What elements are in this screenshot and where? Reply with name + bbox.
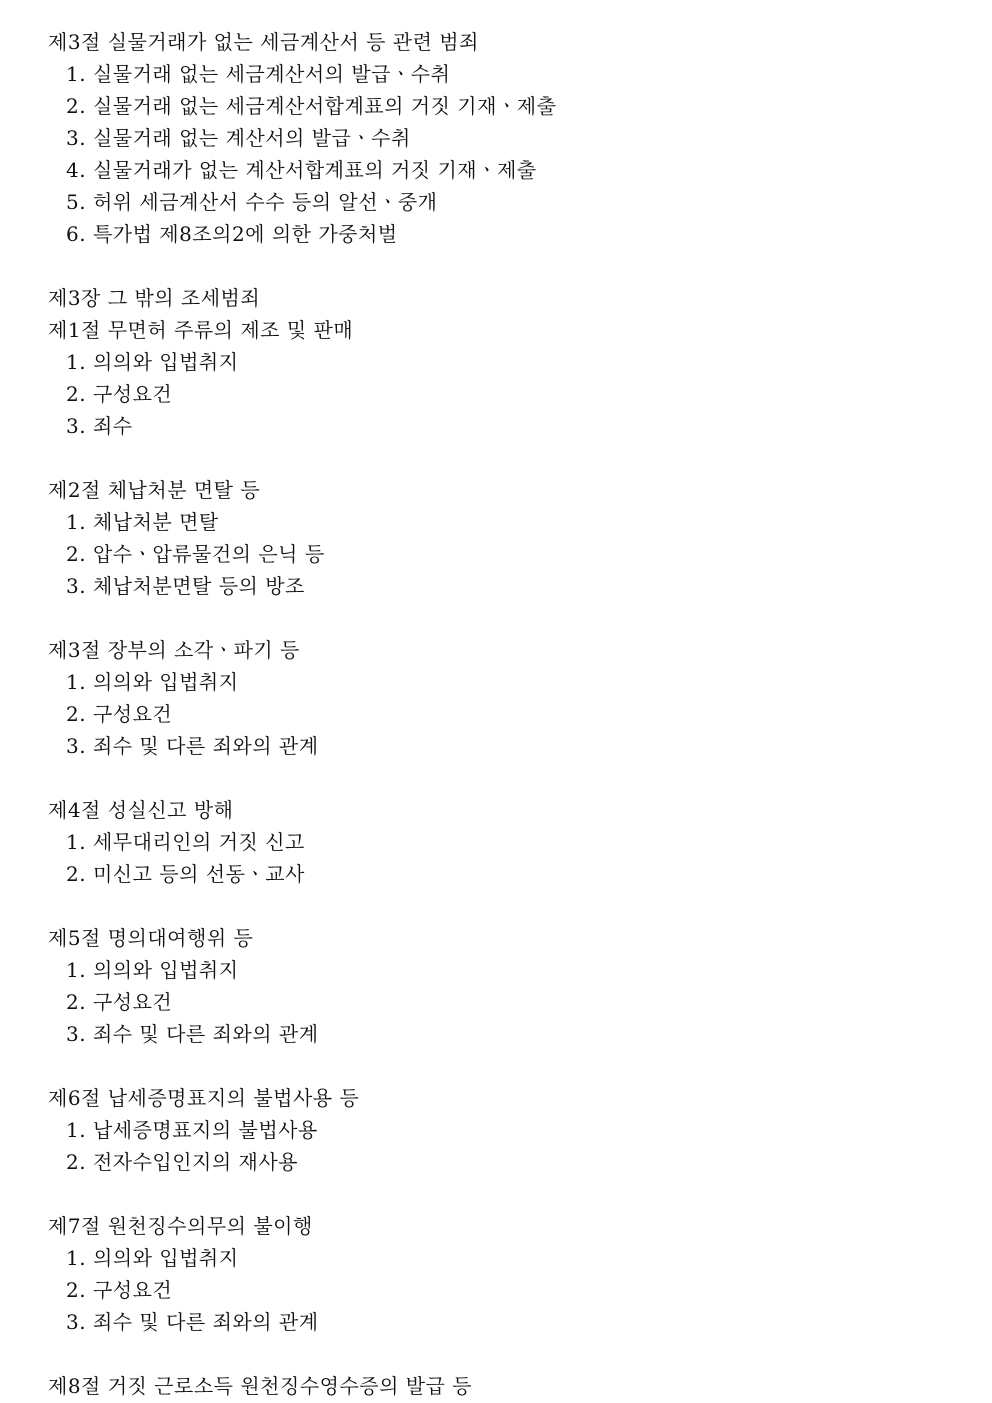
toc-item: 3. 죄수	[66, 414, 133, 438]
toc-item: 2. 구성요건	[66, 382, 173, 406]
toc-item: 2. 실물거래 없는 세금계산서합계표의 거짓 기재ㆍ제출	[66, 94, 557, 118]
toc-item: 2. 구성요건	[66, 1278, 173, 1302]
toc-item: 4. 실물거래가 없는 계산서합계표의 거짓 기재ㆍ제출	[66, 158, 537, 182]
toc-item: 3. 실물거래 없는 계산서의 발급ㆍ수취	[66, 126, 411, 150]
toc-item: 1. 의의와 입법취지	[66, 1246, 239, 1270]
toc-item: 1. 의의와 입법취지	[66, 958, 239, 982]
toc-heading: 제6절 납세증명표지의 불법사용 등	[48, 1086, 360, 1110]
toc-item: 2. 압수ㆍ압류물건의 은닉 등	[66, 542, 325, 566]
toc-spacer	[48, 442, 968, 474]
toc-spacer	[48, 1338, 968, 1370]
toc-item: 3. 죄수 및 다른 죄와의 관계	[66, 1022, 319, 1046]
toc-spacer	[48, 1050, 968, 1082]
toc-heading: 제3절 실물거래가 없는 세금계산서 등 관련 범죄	[48, 30, 479, 54]
toc-spacer	[48, 1178, 968, 1210]
toc-item: 1. 의의와 입법취지	[66, 350, 239, 374]
toc-heading: 제7절 원천징수의무의 불이행	[48, 1214, 313, 1238]
toc-item: 5. 허위 세금계산서 수수 등의 알선ㆍ중개	[66, 190, 438, 214]
toc-heading: 제4절 성실신고 방해	[48, 798, 234, 822]
toc-heading: 제1절 무면허 주류의 제조 및 판매	[48, 318, 354, 342]
toc-item: 2. 구성요건	[66, 702, 173, 726]
toc-item: 1. 의의와 입법취지	[66, 670, 239, 694]
toc-item: 3. 죄수 및 다른 죄와의 관계	[66, 1310, 319, 1334]
toc-heading: 제2절 체납처분 면탈 등	[48, 478, 261, 502]
toc-spacer	[48, 890, 968, 922]
toc-item: 2. 구성요건	[66, 990, 173, 1014]
toc-spacer	[48, 602, 968, 634]
toc-heading: 제3장 그 밖의 조세범죄	[48, 286, 261, 310]
toc-item: 2. 미신고 등의 선동ㆍ교사	[66, 862, 305, 886]
toc-item: 2. 전자수입인지의 재사용	[66, 1150, 298, 1174]
toc-heading: 제8절 거짓 근로소득 원천징수영수증의 발급 등	[48, 1374, 473, 1398]
toc-item: 3. 죄수 및 다른 죄와의 관계	[66, 734, 319, 758]
toc-item: 1. 세무대리인의 거짓 신고	[66, 830, 305, 854]
toc-heading: 제5절 명의대여행위 등	[48, 926, 254, 950]
toc-spacer	[48, 250, 968, 282]
table-of-contents	[48, 26, 968, 1402]
toc-item: 3. 체납처분면탈 등의 방조	[66, 574, 305, 598]
toc-item: 1. 체납처분 면탈	[66, 510, 219, 534]
toc-item: 6. 특가법 제8조의2에 의한 가중처벌	[66, 222, 398, 246]
toc-item: 1. 실물거래 없는 세금계산서의 발급ㆍ수취	[66, 62, 451, 86]
toc-heading: 제3절 장부의 소각ㆍ파기 등	[48, 638, 300, 662]
toc-spacer	[48, 762, 968, 794]
toc-item: 1. 납세증명표지의 불법사용	[66, 1118, 318, 1142]
